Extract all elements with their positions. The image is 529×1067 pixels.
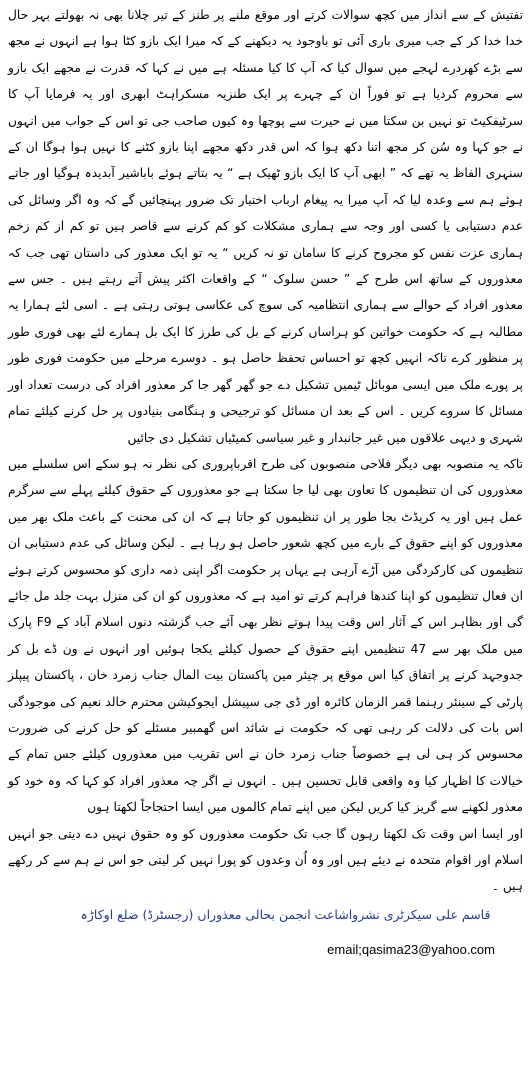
author-email: email;qasima23@yahoo.com xyxy=(327,941,495,957)
article-paragraph-1: تفتیش کے سے انداز میں کچھ سوالات کرتے اور موقع ملنے پر طنز کے تیر چلانا بھی نہ بھولتے بہر حال خدا خدا کر کے جب میری باری آئی تو باوجود یہ دیکھنے کے کہ میرا ایک بازو کٹا ہوا ہے انہوں نے مجھ سے بڑے کھردرے لہجے میں سوال کیا کہ آپ کا کیا مسئلہ ہے میں نے کہا کہ قدرت نے مجھے ایک بازو سے محروم کردیا ہے تو فوراً ان کے چہرے پر ایک طنزیہ مسکراہٹ ابھری اور یہ فرمایا آپ کا سرٹیفکیٹ تو نہیں بن سکتا میں نے حیرت سے پوچھا وہ کیوں صاحب جی تو اس کے جواب میں انہوں نے جو کہا وہ سُن کر مجھ اتنا دکھ ہوا کہ اس قدر دکھ مجھے اپنا بازو کٹنے کا نہیں ہوا ہوگا ان کے سنہری الفاظ یہ تھے کہ ” ابھی آپ کا ایک بازو ٹھیک ہے “ یہ بتاتے ہوئے باباشیر آبدیدہ ہوگیا اور جاتے ہوئے ہم سے وعدہ لیا کہ آپ میرا یہ پیغام ارباب اختیار تک ضرور پہنچائیں گے کہ وہ اگر وسائل کی عدم دستیابی یا کسی اور وجہ سے ہماری مشکلات کو کم کرنے سے قاصر ہیں تو کم از کم زخم ہماری عزت نفس کو مجروح کرنے کا سامان تو نہ کریں “ یہ تو ایک معذور کی داستان تھی جب کہ معذوروں کے ساتھ اس طرح کے ” حسن سلوک “ کے واقعات اکثر پیش آتے رہتے ہیں ۔ جس سے معذور افراد کے حوالے سے ہماری انتظامیہ کی سوچ کی عکاسی ہوتی رہتی ہے ۔ اسی لئے ہمارا یہ مطالبہ ہے کہ حکومت خواتین کو ہراساں کرنے کے بل کی طرز کا ایک بل ہمارے لئے بھی فوری طور پر منظور کرے تاکہ انہیں کچھ تو احساس تحفظ حاصل ہو ۔ دوسرے مرحلے میں حکومت فوری طور پر پورے ملک میں ایسی موبائل ٹیمیں تشکیل دے جو گھر گھر جا کر معذور افراد کی درست تعداد اور مسائل کا سروے کریں ۔ اس کے بعد ان مسائل کو ترجیحی و ہنگامی بنیادوں پر حل کرنے کیلئے تمام شہری و دیہی علاقوں میں غیر جانبدار و غیر سیاسی کمیٹیاں تشکیل دی جائیں xyxy=(8,8,523,445)
article-body xyxy=(8,2,523,900)
article-paragraph-3: اور ایسا اس وقت تک لکھتا رہوں گا جب تک حکومت معذوروں کو وہ حقوق نہیں دے دیتی جو انہیں اسلام اور اقوام متحدہ نے دیئے ہیں اور وہ اُن وعدوں کو پورا نہیں کر لیتی جو اس نے ہم سے کر رکھے ہیں ۔ xyxy=(8,826,523,894)
article-paragraph-2: تاکہ یہ منصوبہ بھی دیگر فلاحی منصوبوں کی طرح اقرباپروری کی نظر نہ ہو سکے اس سلسلے میں معذوروں کی ان تنظیموں کا تعاون بھی لیا جا سکتا ہے جو معذوروں کے حقوق کیلئے پہلے سے سرگرم عمل ہیں اور یہ کریڈٹ بجا طور پر ان تنظیموں کو جاتا ہے کہ ان کی محنت کے باعث ملک بھر میں معذوروں کو اپنے حقوق کے بارے میں کچھ شعور حاصل ہو رہا ہے ۔ لیکن وسائل کی عدم دستیابی ان تنظیموں کی کارکردگی میں آڑے آرہی ہے یہاں پر حکومت اگر اپنی ذمہ داری کو محسوس کرتے ہوئے ان فعال تنظیموں کو اپنا کندھا فراہم کرتے تو امید ہے کہ معذوروں کو ان کی منزل بہت جلد مل جائے گی اور بظاہر اس کے آثار اس وقت پیدا ہوتے نظر بھی آئے جب گزشتہ دنوں اسلام آباد کے F9 پارک میں ملک بھر سے 47 تنظیمیں اپنے حقوق کے حصول کیلئے یکجا ہوئیں اور انہوں نے ون ڈے بل کر جدوجہد کرنے پر اتفاق کیا اس موقع پر چیئر مین پاکستان بیت المال جناب زمرد خان ، پاکستان پیپلز پارٹی کے سینئر رہنما قمر الزمان کائرہ اور ڈی جی سپیشل ایجوکیشن محترم خالد نعیم کی موجودگی اس بات کی دلالت کر رہی تھی کہ حکومت نے شائد اس گھمبیر مسئلے کو حل کرنے کی ضرورت محسوس کر ہی لی ہے خصوصاً جناب زمرد خان نے اس تقریب میں معذوروں کیلئے جس تمام کے خیالات کا اظہار کیا وہ واقعی قابل تحسین ہیں ۔ انہوں نے اگر چہ معذور افراد کو کہا کہ وہ خود کو معذور لکھنے سے گریز کیا کریں لیکن میں اپنے تمام کالموں میں ایسا احتجاجاً لکھتا ہوں xyxy=(8,456,523,815)
author-signature: قاسم علی سیکرٹری نشرواشاعت انجمن بحالی معذوراں (رجسٹرڈ) ضلع اوکاڑہ xyxy=(80,906,491,922)
